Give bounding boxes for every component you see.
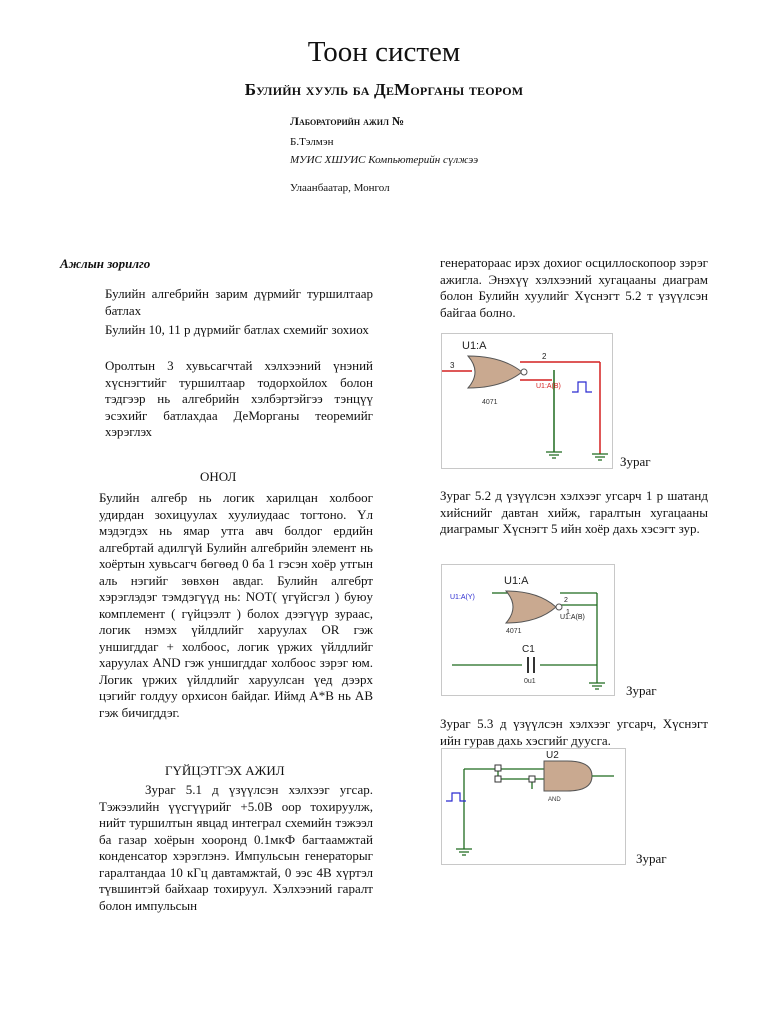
gate-output-bubble xyxy=(521,369,527,375)
or-gate-symbol xyxy=(468,356,522,388)
pin-in-label: 3 xyxy=(450,361,455,370)
aim-item-3: Оролтын 3 хувьсагчтай хэлхээний үнэний хүснэгтийг туршилтаар тодорхойлох болон тэдгээр нь алгебрийн хэлбэртэйгээ тэнцүү эсэхийг батлахдаа ДеМорганы теоремийг хэрэглэх xyxy=(105,358,373,439)
aim-item-1: Булийн алгебрийн зарим дүрмийг туршилтаар батлах xyxy=(105,286,373,318)
page-title: Тоон систем xyxy=(307,36,461,68)
col2-para-2: Зураг 5.2 д үзүүлсэн хэлхээг угсарч 1 р шатанд хийснийг давтан хийж, гаралтын хугацааны диаграмыг Хүснэгт 5 ийн хоёр дахь хэсэгт зур. xyxy=(440,488,708,536)
ground-icon xyxy=(456,849,472,855)
gate-output-bubble xyxy=(556,604,562,610)
affiliation: МУИС ХШУИС Компьютерийн сүлжээ xyxy=(290,154,479,166)
pin-b-label: 1 xyxy=(566,609,570,616)
aim-heading: Ажлын зорилго xyxy=(60,256,151,271)
figure-2-caption: Зураг xyxy=(626,683,657,698)
city: Улаанбаатар, Монгол xyxy=(290,182,390,194)
practice-heading: ГҮЙЦЭТГЭХ АЖИЛ xyxy=(165,763,285,778)
part-label: 4071 xyxy=(506,628,522,635)
figure-1-diagram xyxy=(441,333,613,469)
lab-label: Лабораторийн ажил № xyxy=(290,114,405,128)
theory-heading: ОНОЛ xyxy=(200,469,237,484)
junction-node xyxy=(495,765,501,771)
probe-label: U1:A(B) xyxy=(536,383,561,390)
figure-1-svg xyxy=(442,334,612,468)
ground-icon-2 xyxy=(592,454,608,460)
figure-2-svg xyxy=(442,565,614,695)
ground-icon xyxy=(546,452,562,458)
pulse-source-icon xyxy=(446,793,466,801)
junction-node xyxy=(529,776,535,782)
part-label: AND xyxy=(548,797,561,803)
figure-3-caption: Зураг xyxy=(636,851,667,866)
figure-2-diagram xyxy=(441,564,615,696)
page-subtitle: Булийн хууль ба ДеМорганы теором xyxy=(244,80,524,99)
cap-label: C1 xyxy=(522,644,535,655)
col2-para-1: генератораас ирэх дохиог осциллоскопоор зэрэг ажигла. Энэхүү хэлхээний хугацааны диаграм болон Булийн хуулийг Хүснэгт 5.2 т үзүүлсэн байгаа болно. xyxy=(440,255,708,320)
pin-out-label: 2 xyxy=(542,352,547,361)
cap-value: 0u1 xyxy=(524,678,536,685)
part-label: 4071 xyxy=(482,399,498,406)
aim-item-2: Булийн 10, 11 р дүрмийг батлах схемийг зохиох xyxy=(105,322,369,337)
author-name: Б.Тэлмэн xyxy=(290,136,334,148)
pin-a-label: 2 xyxy=(564,597,568,604)
or-gate-symbol xyxy=(506,591,556,623)
gate-label: U1:A xyxy=(504,575,529,587)
theory-text: Булийн алгебр нь логик харилцан холбоог удирдан зохицуулах хуулиудаас тогтоно. Үл мэдэгдэх нь ямар утга авч болдог ердийн алгебртай адилгүй Булийн алгебрийн элемент нь хоёртын хувьсагч бөгөөд 0 ба 1 гэсэн хоёр утгын аль нэгийг зөвхөн авдаг. Булийн алгебрт хэрэглэдэг тэмдэгүүд нь: NOT( үгүйсгэл ) буюу комплемент ( гүйцээлт ) болох дээгүүр зураас, логик нэмэх үйлдлийг харуулах OR гэж уншигддаг + холбоос, логик үржих үйлдлийг харуулах AND гэж уншигддаг холбоос зэрэг юм. Логик үржих үйлдлийг харуулсан үед дээрх цэгийг голдуу орхисон байдаг. Иймд А*В нь АВ гэж бичигддэг. xyxy=(99,490,373,720)
ground-icon xyxy=(589,683,605,689)
figure-3-svg xyxy=(442,749,625,864)
probe-a-label: U1:A(Y) xyxy=(450,594,475,601)
junction-node xyxy=(495,776,501,782)
gate-label: U2 xyxy=(546,750,559,761)
and-gate-symbol xyxy=(544,761,592,791)
practice-text: Зураг 5.1 д үзүүлсэн хэлхээг угсар. Тэжээлийн үүсгүүрийг +5.0В оор тохируулж, нийт туршилтын явцад интеграл схемийн тэжээл ба газар хоёрын хооронд 0.1мкФ багтаамжтай конденсатор хэрэглэнэ. Импульсын генераторыг гаралтандаа 10 кГц давтамжтай, 0 ээс 4В хүртэл түвшинтэй байхаар тохируул. Хэлхээний гаралт болон импульсын xyxy=(99,782,373,913)
figure-3-diagram xyxy=(441,748,626,865)
col2-para-3: Зураг 5.3 д үзүүлсэн хэлхээг угсарч, Хүснэгт ийн гурав дахь хэсгийг дуусга. xyxy=(440,716,708,748)
figure-1-caption: Зураг xyxy=(620,454,651,469)
pulse-source-icon xyxy=(572,382,592,392)
gate-label: U1:A xyxy=(462,340,487,352)
probe-b-label: U1:A(B) xyxy=(560,614,585,621)
